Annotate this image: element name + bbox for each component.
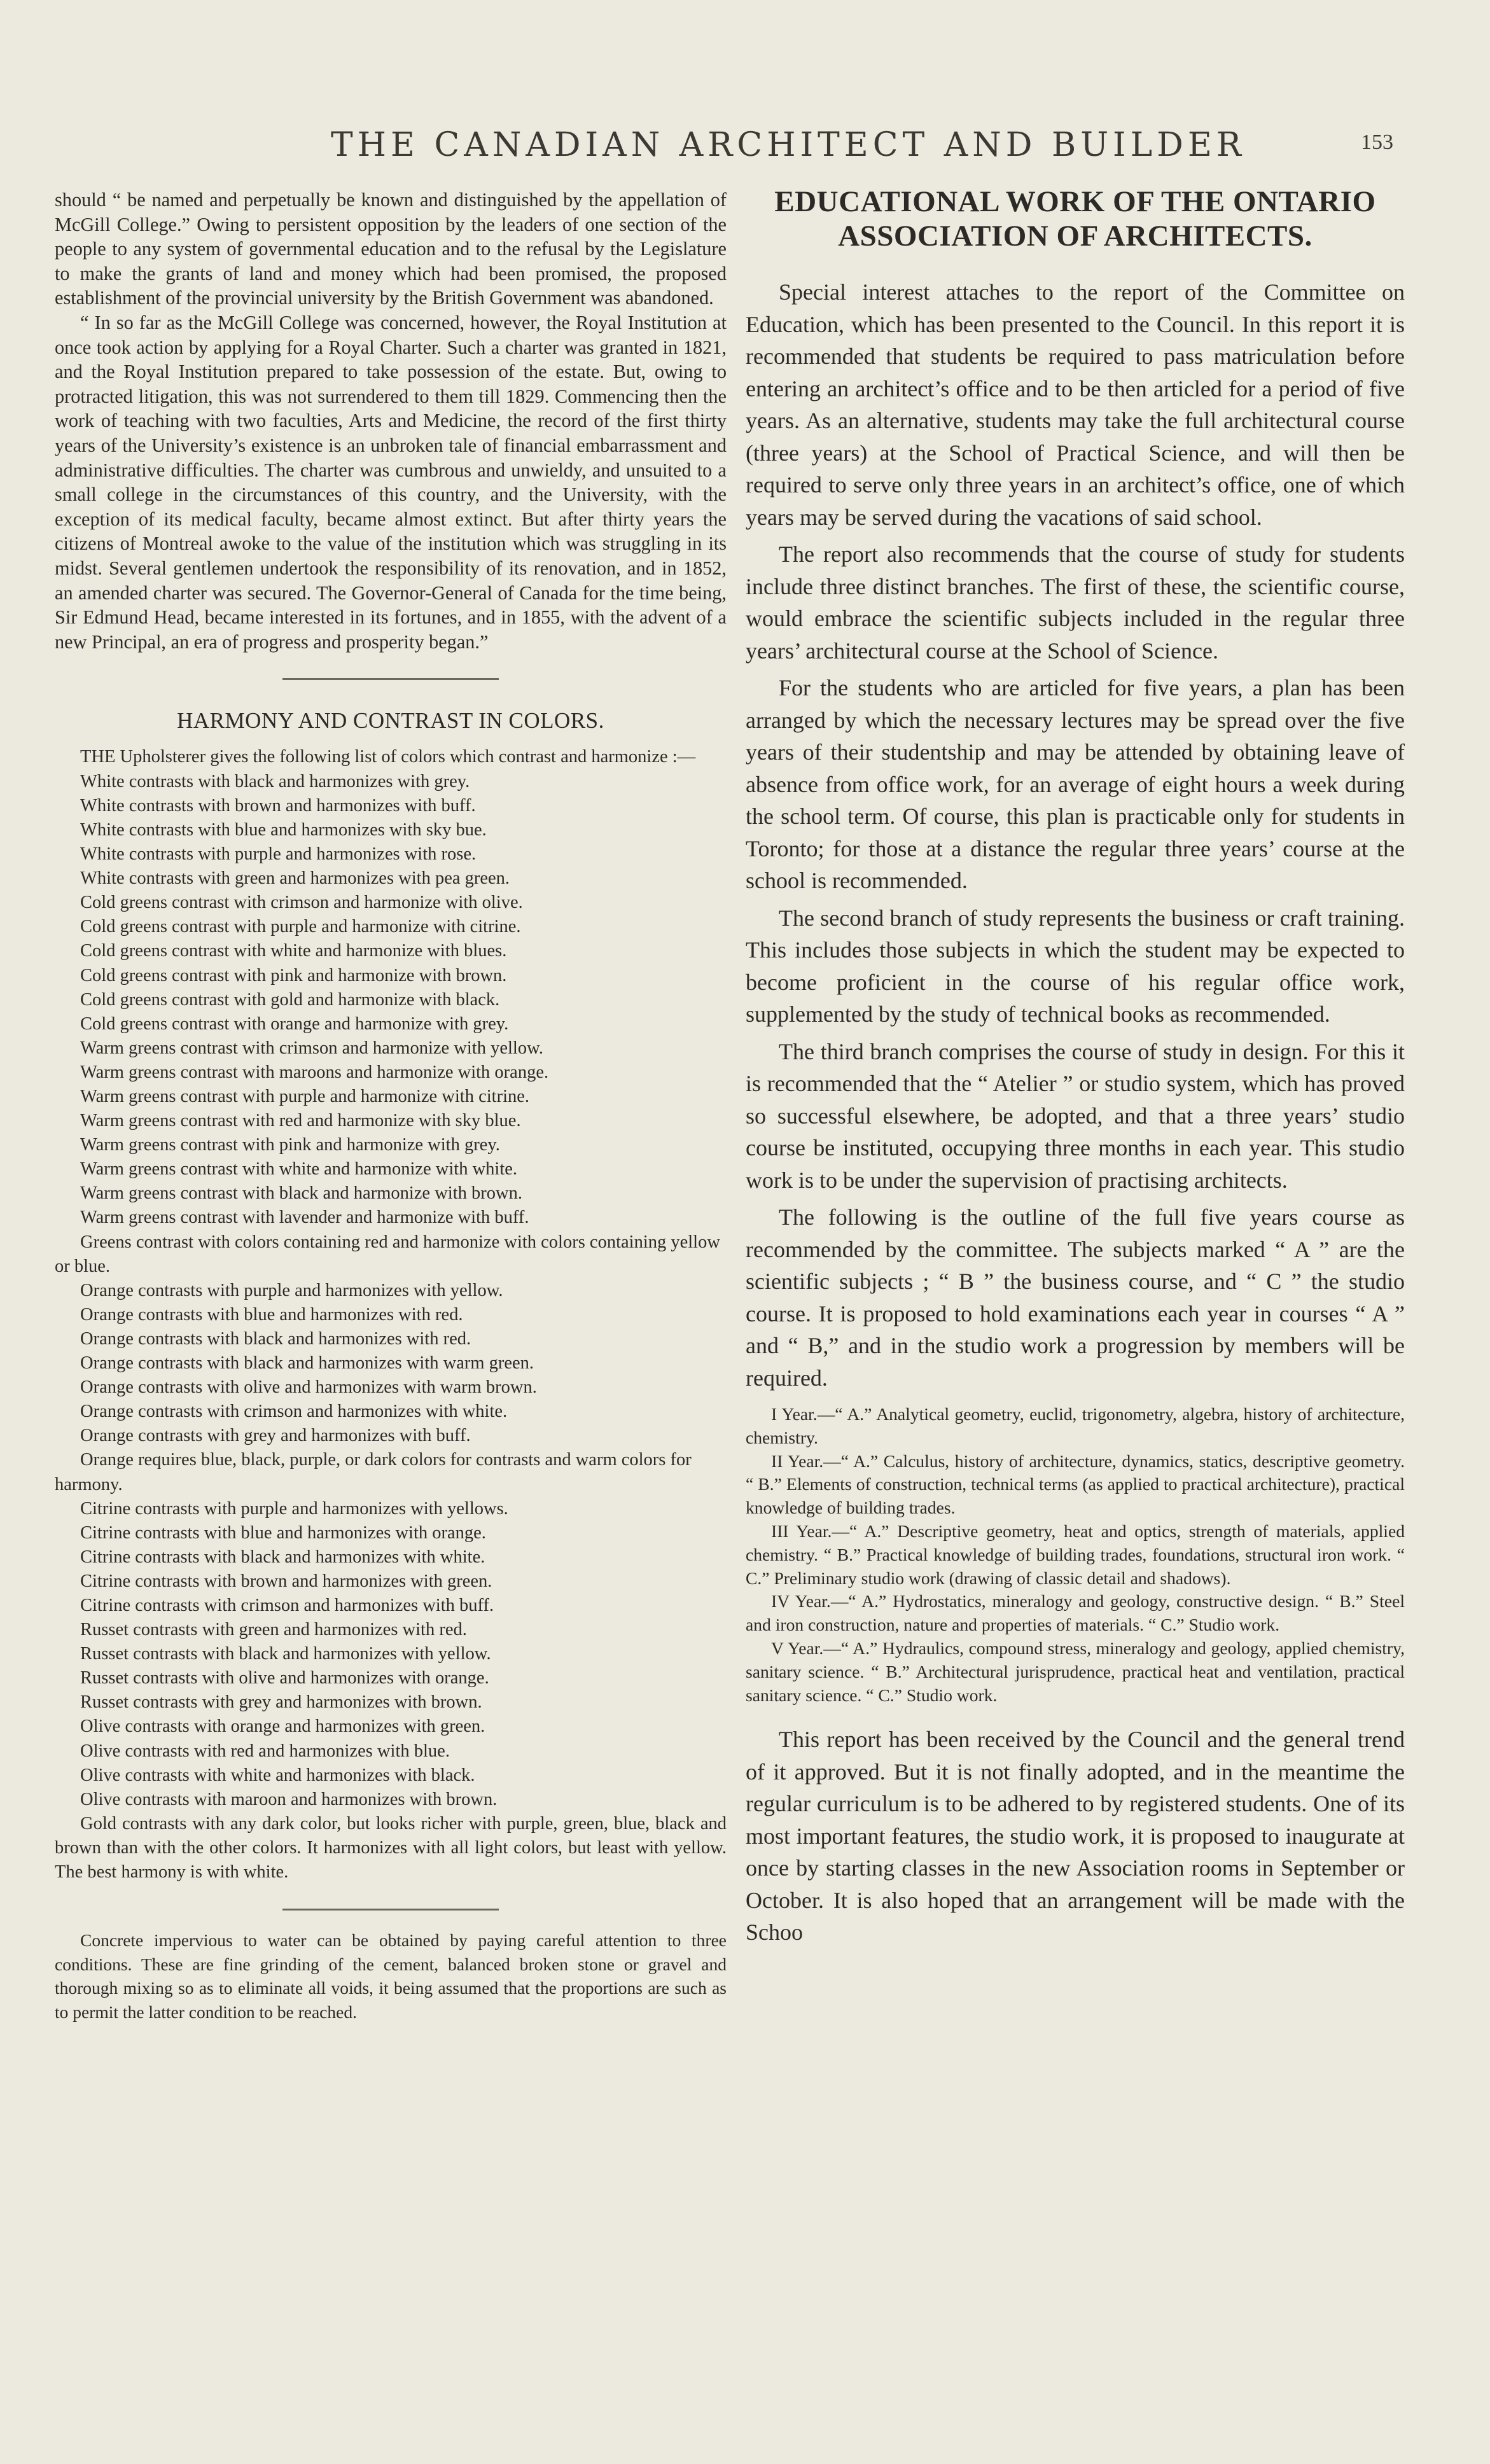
color-pair-line: White contrasts with black and harmonizes with grey.	[80, 771, 470, 791]
concrete-note: Concrete impervious to water can be obtained by paying careful attention to three conditions. These are fine grinding of the cement, balanced broken stone or gravel and thorough mixing so as to eliminate all voids, it being assumed that the proportions are such as to permit the latter condition to be reached.	[55, 1930, 727, 2022]
article-paragraph: For the students who are articled for five years, a plan has been arranged by which the necessary lectures may be spread over the five years of their studentship and may be attended by obtaining leave of absence from office work, for an average of eight hours a week during the school term. Of course, this plan is practicable only for students in Toronto; for those at a distance the regular three years’ course at the school is recommended.	[746, 675, 1405, 893]
color-pair-line: Russet contrasts with grey and harmonizes with brown.	[80, 1692, 482, 1713]
color-pair-line: Russet contrasts with olive and harmonizes with orange.	[80, 1668, 489, 1688]
color-list-group	[55, 1279, 727, 1449]
color-pair-line: Cold greens contrast with orange and harmonize with grey.	[80, 1013, 509, 1034]
color-pair-line: White contrasts with green and harmonizes with pea green.	[80, 868, 510, 889]
color-pair-line: Citrine contrasts with black and harmonizes with white.	[80, 1547, 485, 1567]
color-pair-line: Orange contrasts with crimson and harmonizes with white.	[80, 1402, 508, 1422]
mcgill-charter-paragraph: “ In so far as the McGill College was concerned, however, the Royal Institution at once took action by applying for a Royal Charter. Such a charter was granted in 1821, and the Royal Institution prepared to take possession of the estate. But, owing to protracted litigation, this was not surrendered to them till 1829. Commencing then the work of teaching with two faculties, Arts and Medicine, the record of the first thirty years of the University’s existence is an unbroken tale of financial embarrassment and administrative difficulties. The charter was cumbrous and unwieldy, and unsuited to a small college in the circumstances of this country, and the University, with the exception of its medical faculty, became almost extinct. But after thirty years the citizens of Montreal awoke to the value of the institution which was struggling in its midst. Several gentlemen undertook the responsibility of its renovation, and in 1852, an amended charter was secured. The Governor-General of Canada for the time being, Sir Edmund Head, became interested in its fortunes, and in 1855, with the advent of a new Principal, an era of progress and prosperity began.”	[55, 311, 727, 653]
section-divider	[282, 1909, 499, 1911]
color-pair-line: Warm greens contrast with pink and harmonize with grey.	[80, 1135, 500, 1155]
color-pair-line: Citrine contrasts with crimson and harmonizes with buff.	[80, 1595, 494, 1615]
color-pair-line: Cold greens contrast with purple and harmonize with citrine.	[80, 917, 521, 937]
section-divider	[282, 678, 499, 680]
running-head: THE CANADIAN ARCHITECT AND BUILDER	[331, 126, 1246, 164]
harmony-intro: THE Upholsterer gives the following list of colors which contrast and harmonize :—	[80, 747, 696, 767]
color-pair-line: Warm greens contrast with white and harmonize with white.	[80, 1159, 518, 1180]
color-pair-line: Citrine contrasts with purple and harmonizes with yellows.	[80, 1498, 508, 1519]
year-entry: I Year.—“ A.” Analytical geometry, euclid, trigonometry, algebra, history of architecture, chemistry.	[746, 1404, 1405, 1447]
year-entry: IV Year.—“ A.” Hydrostatics, mineralogy and geology, constructive design. “ B.” Steel and iron construction, nature and properties of materials. “ C.” Studio work.	[746, 1591, 1405, 1635]
year-entry: V Year.—“ A.” Hydraulics, compound stress, mineralogy and geology, applied chemistry, sanitary science. “ B.” Architectural jurisprudence, practical heat and ventilation, practical sanitary science. “ C.” Studio work.	[746, 1638, 1405, 1705]
greens-note: Greens contrast with colors containing red and harmonize with colors containing yellow or blue.	[55, 1232, 720, 1276]
color-pair-line: Warm greens contrast with lavender and harmonize with buff.	[80, 1208, 529, 1228]
year-entry: III Year.—“ A.” Descriptive geometry, heat and optics, strength of materials, applied chemistry. “ B.” Practical knowledge of building trades, foundations, structural iron work. “ C.” Preliminary studio work (drawing of classic detail and shadows).	[746, 1521, 1405, 1588]
color-pair-line: Olive contrasts with white and harmonizes with black.	[80, 1765, 475, 1785]
article-paragraph: The third branch comprises the course of study in design. For this it is recommended that the “ Atelier ” or studio system, which has proved so successful elsewhere, be adopted, and that a three years’ studio course be instituted, occupying three months in each year. This studio work is to be under the supervision of practising architects.	[746, 1038, 1405, 1193]
color-pair-line: Cold greens contrast with pink and harmonize with brown.	[80, 965, 507, 985]
color-pair-line: Orange contrasts with olive and harmonizes with warm brown.	[80, 1377, 537, 1398]
article-paragraph: Special interest attaches to the report of the Committee on Education, which has been presented to the Council. In this report it is recommended that students be required to pass matriculation before entering an architect’s office and to be then articled for a period of five years. As an alternative, students may take the full architectural course (three years) at the School of Practical Science, and will then be required to serve only three years in an architect’s office, one of which years may be served during the vacations of said school.	[746, 279, 1405, 530]
color-pair-line: Olive contrasts with orange and harmonizes with green.	[80, 1716, 485, 1737]
color-pair-line: Citrine contrasts with brown and harmonizes with green.	[80, 1571, 492, 1591]
article-paragraph: The second branch of study represents the business or craft training. This includes those subjects in which the student may be expected to become proficient in the course of his regular office work, supplemented by the study of technical books as recommended.	[746, 905, 1405, 1027]
color-pair-line: Warm greens contrast with purple and harmonize with citrine.	[80, 1087, 530, 1106]
color-pair-line: Orange contrasts with purple and harmonizes with yellow.	[80, 1280, 503, 1300]
color-pair-line: Olive contrasts with red and harmonizes with blue.	[80, 1741, 450, 1761]
color-pair-line: Orange contrasts with black and harmonizes with red.	[80, 1328, 471, 1349]
harmony-heading: HARMONY AND CONTRAST IN COLORS.	[177, 708, 604, 734]
article-paragraph: The following is the outline of the full five years course as recommended by the committee. The subjects marked “ A ” are the scientific subjects ; “ B ” the business course, and “ C ” the studio course. It is proposed to hold examinations each year in courses “ A ” and “ B,” and in the studio work a progression by members will be required.	[746, 1204, 1405, 1391]
orange-note: Orange requires blue, black, purple, or dark colors for contrasts and warm colors for harmony.	[55, 1450, 692, 1494]
page-number: 153	[1361, 130, 1393, 154]
article-title-line-2: ASSOCIATION OF ARCHITECTS.	[838, 219, 1312, 253]
color-pair-line: Olive contrasts with maroon and harmonizes with brown.	[80, 1789, 498, 1809]
course-outline	[746, 1403, 1405, 1707]
color-pair-line: Russet contrasts with black and harmonizes with yellow.	[80, 1644, 491, 1664]
color-pair-line: Cold greens contrast with gold and harmonize with black.	[80, 989, 500, 1010]
color-pair-line: Orange contrasts with grey and harmonizes with buff.	[80, 1426, 471, 1446]
color-pair-line: Cold greens contrast with white and harmonize with blues.	[80, 941, 507, 961]
color-pair-line: Cold greens contrast with crimson and harmonize with olive.	[80, 893, 523, 913]
color-pair-line: Warm greens contrast with crimson and harmonize with yellow.	[80, 1038, 543, 1058]
article-title	[746, 184, 1405, 253]
mcgill-continuation-paragraph: should “ be named and perpetually be known and distinguished by the appellation of McGill College.” Owing to persistent opposition by the leaders of one section of the people to any system of governmental education and to the refusal by the Legislature to make the grants of land and money which had been promised, the proposed establishment of the provincial university by the British Government was abandoned.	[55, 189, 727, 309]
color-pair-line: Russet contrasts with green and harmonizes with red.	[80, 1620, 467, 1640]
color-pair-line: Orange contrasts with blue and harmonizes with red.	[80, 1304, 463, 1325]
color-pair-line: Warm greens contrast with black and harmonize with brown.	[80, 1183, 522, 1204]
color-pair-line: Warm greens contrast with red and harmonize with sky blue.	[80, 1111, 521, 1131]
color-pair-line: Citrine contrasts with blue and harmonizes with orange.	[80, 1522, 486, 1543]
year-entry: II Year.—“ A.” Calculus, history of architecture, dynamics, statics, descriptive geometry. “ B.” Elements of construction, technical terms (as applied to practical architecture), practical knowledge of building trades.	[746, 1451, 1405, 1518]
color-pair-line: Warm greens contrast with maroons and harmonize with orange.	[80, 1062, 549, 1082]
closing-paragraph: This report has been received by the Council and the general trend of it approved. But it is not finally adopted, and in the meantime the regular curriculum is to be adhered to by registered students. One of its most important features, the studio work, it is proposed to inaugurate at once by starting classes in the new Association rooms in September or October. It is also hoped that an arrangement will be made with the Schoo	[746, 1727, 1405, 1945]
color-pair-line: White contrasts with purple and harmonizes with rose.	[80, 844, 477, 865]
gold-note: Gold contrasts with any dark color, but looks richer with purple, green, blue, black and brown than with the other colors. It harmonizes with all light colors, but least with yellow. The best harmony is with white.	[55, 1813, 727, 1882]
article-paragraph: The report also recommends that the course of study for students include three distinct branches. The first of these, the scientific course, would embrace the scientific subjects included in the regular three years’ architectural course at the School of Science.	[746, 541, 1405, 664]
color-list-group	[55, 1497, 727, 1812]
color-pair-line: White contrasts with brown and harmonizes with buff.	[80, 795, 476, 816]
color-pair-line: White contrasts with blue and harmonizes with sky bue.	[80, 819, 487, 840]
color-pair-line: Orange contrasts with black and harmonizes with warm green.	[80, 1353, 534, 1374]
right-column	[746, 184, 1405, 1949]
left-column	[55, 188, 727, 2024]
article-title-line-1: EDUCATIONAL WORK OF THE ONTARIO	[774, 185, 1376, 218]
color-list-group	[55, 770, 727, 1230]
